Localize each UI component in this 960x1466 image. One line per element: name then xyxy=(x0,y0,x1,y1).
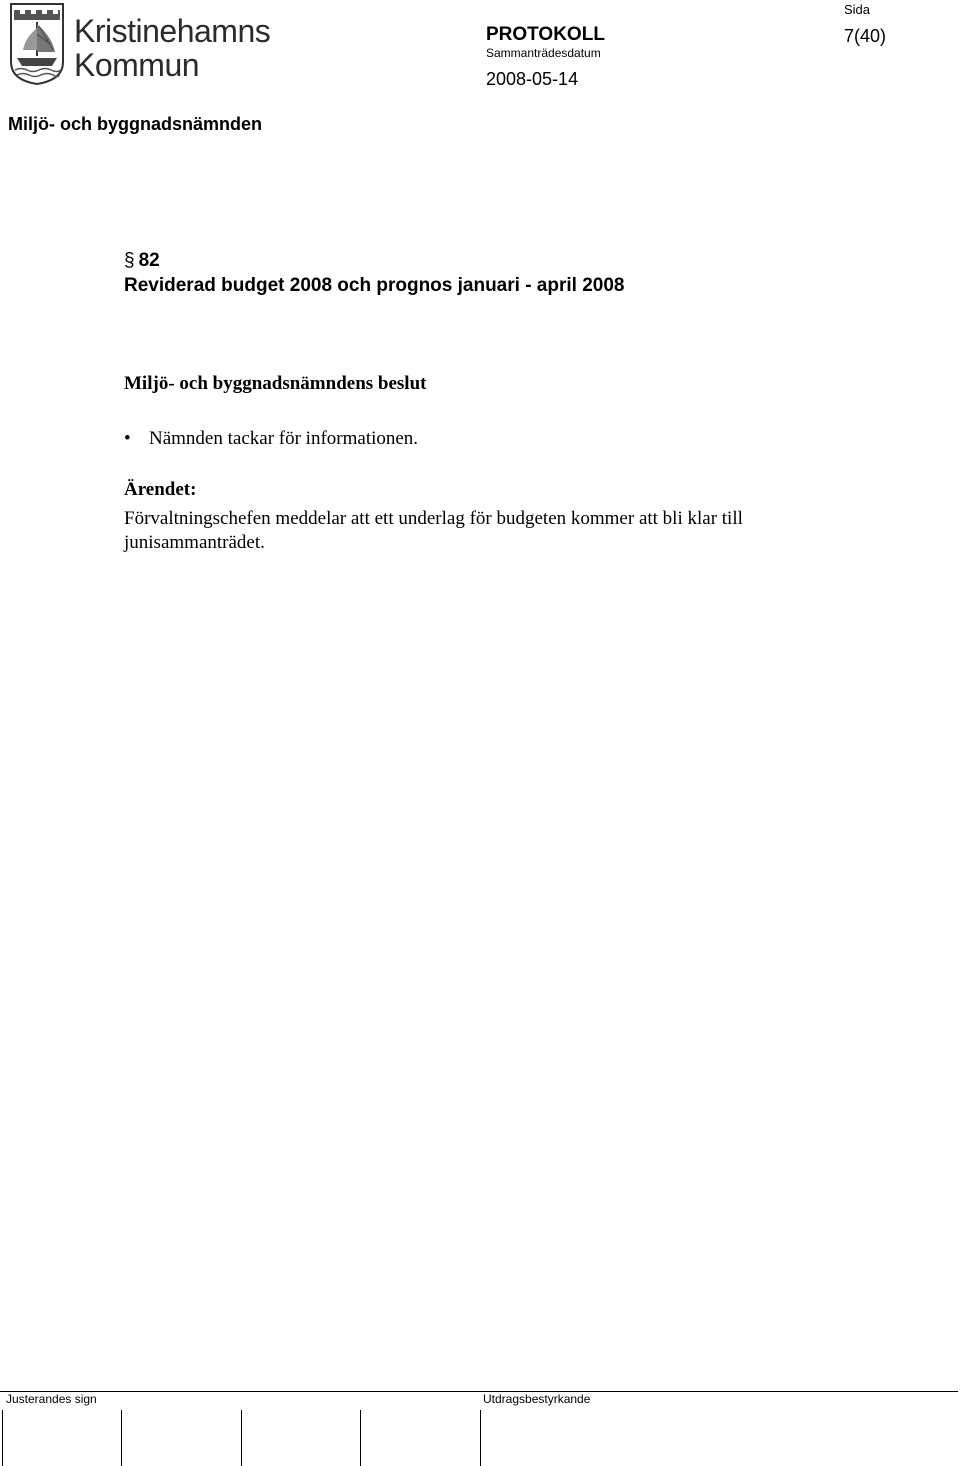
page-label: Sida xyxy=(844,2,871,17)
bullet-icon: • xyxy=(124,428,131,449)
page-number: 7(40) xyxy=(844,26,887,46)
signature-box-divider xyxy=(241,1410,242,1466)
signature-box-divider xyxy=(2,1410,3,1466)
paragraph-number-value: 82 xyxy=(138,250,160,271)
document-type: PROTOKOLL xyxy=(486,24,605,45)
logo-line-kommun: Kommun xyxy=(74,47,200,83)
footer-divider xyxy=(0,1391,958,1392)
matter-text: Förvaltningschefen meddelar att ett underlag för budgeten kommer att bli klar till junisammanträdet. xyxy=(124,508,743,553)
extract-certification-label: Utdragsbestyrkande xyxy=(483,1392,591,1406)
municipality-logo-text xyxy=(74,14,270,82)
meeting-date-label: Sammanträdesdatum xyxy=(486,46,601,60)
signature-box-divider xyxy=(360,1410,361,1466)
decision-list-item xyxy=(124,428,418,450)
signature-box-divider xyxy=(121,1410,122,1466)
decision-item-text: Nämnden tackar för informationen. xyxy=(149,428,419,449)
adjuster-signature-label: Justerandes sign xyxy=(6,1392,97,1406)
section-sign: § xyxy=(124,250,135,271)
meeting-date: 2008-05-14 xyxy=(486,69,579,89)
paragraph-number xyxy=(124,250,160,272)
decision-heading: Miljö- och byggnadsnämndens beslut xyxy=(124,373,427,394)
municipal-coat-of-arms-ship-icon xyxy=(8,2,66,86)
matter-heading: Ärendet: xyxy=(124,479,197,500)
item-title: Reviderad budget 2008 och prognos januari - april 2008 xyxy=(124,275,625,296)
committee-name: Miljö- och byggnadsnämnden xyxy=(8,114,263,134)
logo-line-kristinehamns: Kristinehamns xyxy=(74,13,271,49)
signature-box-divider xyxy=(480,1410,481,1466)
